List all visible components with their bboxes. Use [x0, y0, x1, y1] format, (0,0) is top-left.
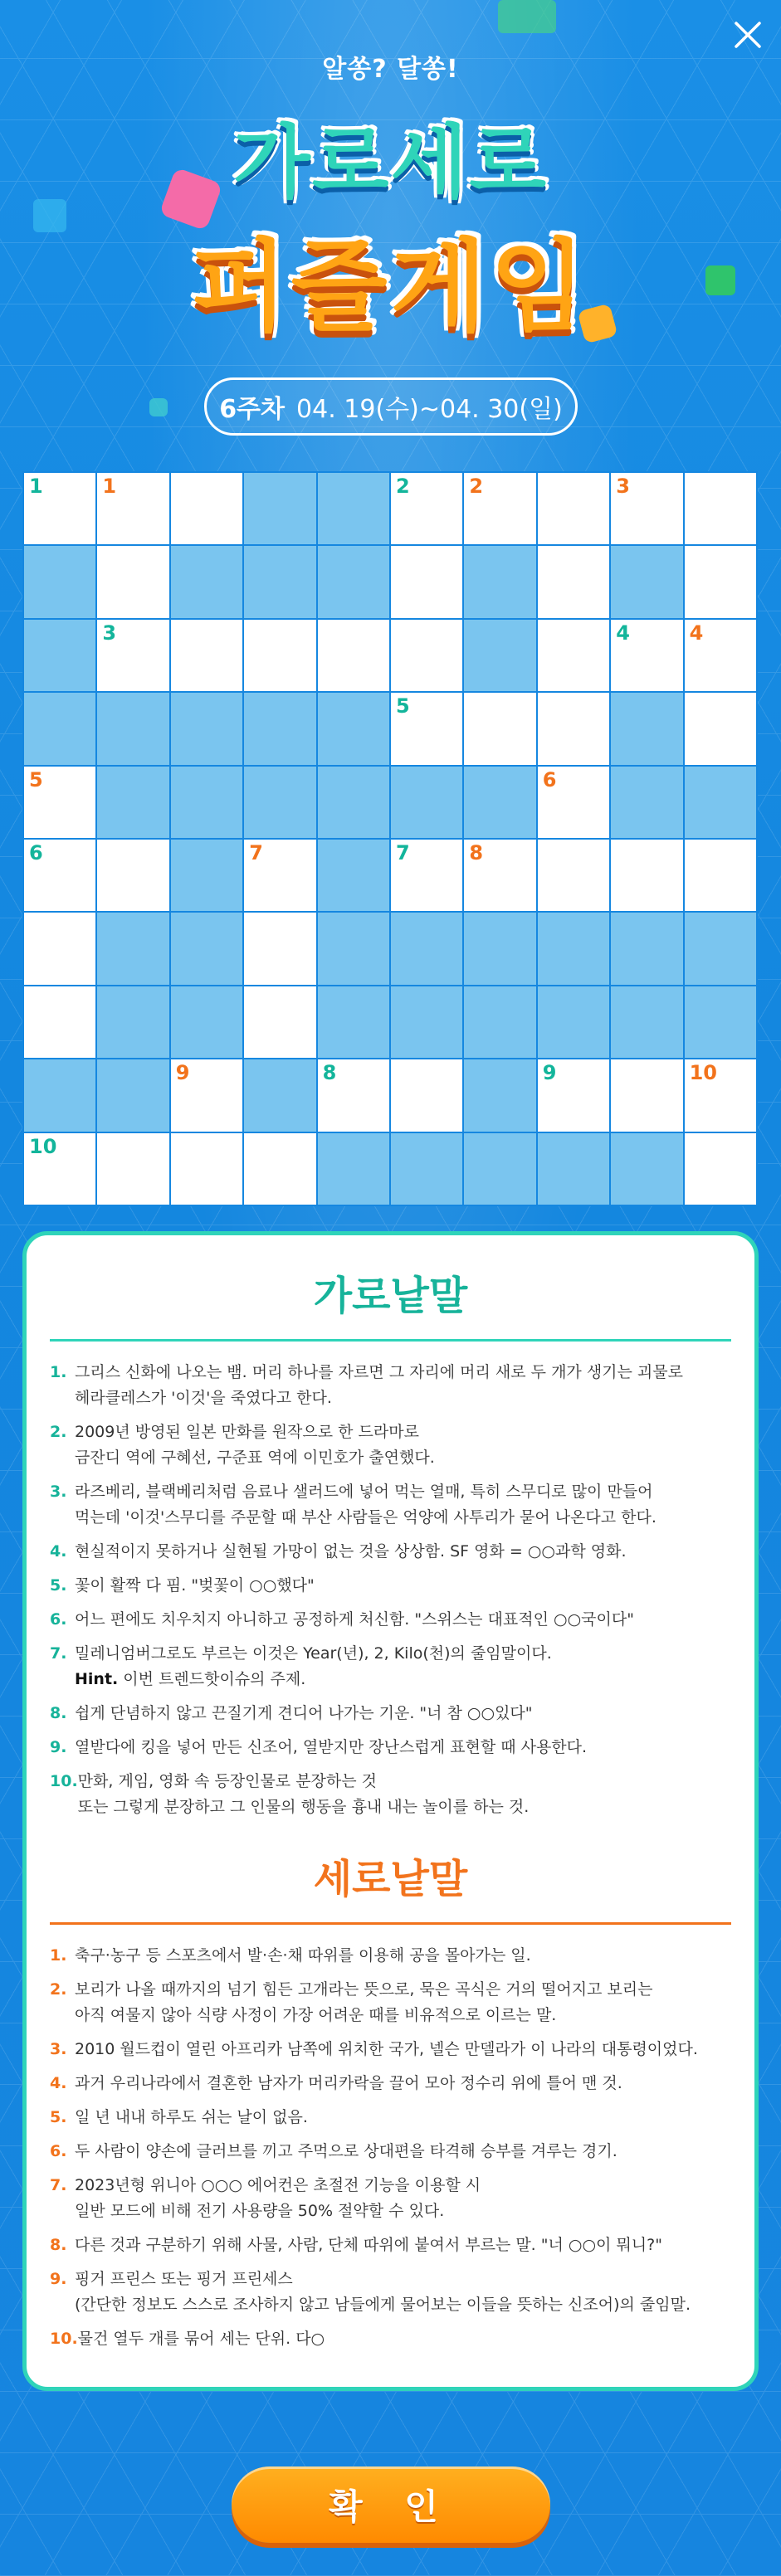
clue-text: [75, 2267, 691, 2318]
across-clue: [50, 1360, 731, 1411]
clue-number: 2.: [50, 1423, 67, 1441]
clue-number: 9.: [50, 2270, 67, 2288]
down-clue: [50, 2267, 731, 2318]
clue-number: 10.: [50, 2330, 78, 2348]
grid-cell-blocked: [318, 473, 389, 544]
clue-text: [75, 1735, 587, 1760]
grid-cell-blocked: [244, 546, 315, 617]
grid-cell-blocked: [97, 913, 168, 984]
grid-cell-blocked: [244, 767, 315, 838]
grid-cell-blocked: [171, 546, 242, 617]
grid-cell-input[interactable]: [685, 693, 756, 764]
grid-cell-blocked: [464, 620, 535, 691]
clue-body: 라즈베리, 블랙베리처럼 음료나 샐러드에 넣어 먹는 열매, 특히 스무디로 많이 만들어 먹는데 '이것'스무디를 주문할 때 부산 사람들은 억양에 사투리가 묻어 나온다고 한다.: [75, 1483, 657, 1527]
down-number: 3: [616, 475, 630, 498]
down-clue: [50, 2173, 731, 2224]
clue-body: 현실적이지 못하거나 실현될 가망이 없는 것을 상상함. SF 영화 = ○○과학 영화.: [75, 1542, 627, 1561]
clue-text: [75, 2037, 698, 2062]
clue-number: 3.: [50, 2040, 67, 2058]
grid-cell-blocked: [391, 1133, 462, 1205]
grid-cell-input[interactable]: [244, 913, 315, 984]
across-clue: [50, 1735, 731, 1760]
clue-number: 9.: [50, 1738, 67, 1756]
across-number: 1: [29, 475, 43, 498]
grid-cell-input[interactable]: [538, 1059, 609, 1131]
clue-number: 10.: [50, 1772, 78, 1790]
grid-cell-input[interactable]: [685, 473, 756, 544]
grid-cell-input[interactable]: [538, 620, 609, 691]
grid-cell-blocked: [611, 1133, 682, 1205]
grid-cell-blocked: [391, 767, 462, 838]
down-clue: [50, 1977, 731, 2028]
title-line2: 퍼즐게임: [191, 230, 590, 345]
grid-cell-blocked: [464, 767, 535, 838]
clue-body: 2010 월드컵이 열린 아프리카 남쪽에 위치한 국가, 넬슨 만델라가 이 나라의 대통령이었다.: [75, 2040, 698, 2058]
grid-cell-input[interactable]: [391, 620, 462, 691]
title-line1: 가로세로: [233, 116, 548, 209]
grid-cell-input[interactable]: [171, 473, 242, 544]
week-label: 6주차: [219, 395, 286, 424]
grid-cell-input[interactable]: [171, 1059, 242, 1131]
clue-body: 2009년 방영된 일본 만화를 원작으로 한 드라마로 금잔디 역에 구혜선, 구준표 역에 이민호가 출연했다.: [75, 1423, 435, 1467]
clue-text: [75, 1641, 552, 1692]
down-title: 세로낱말: [50, 1847, 731, 1925]
week-pill: [204, 377, 578, 436]
clue-number: 3.: [50, 1483, 67, 1501]
down-clue: [50, 1943, 731, 1969]
down-number: 6: [542, 767, 557, 791]
grid-cell-blocked: [171, 767, 242, 838]
across-number: 9: [542, 1061, 557, 1085]
across-clue: [50, 1769, 731, 1820]
clue-body: 열받다에 킹을 넣어 만든 신조어, 열받지만 장난스럽게 표현할 때 사용한다.: [75, 1738, 588, 1756]
grid-cell-input[interactable]: [538, 473, 609, 544]
grid-cell-blocked: [611, 693, 682, 764]
grid-cell-input[interactable]: [171, 620, 242, 691]
across-clue: [50, 1701, 731, 1726]
across-clue-list: [50, 1360, 731, 1820]
grid-cell-blocked: [318, 1133, 389, 1205]
down-clue: [50, 2326, 731, 2352]
grid-cell-input[interactable]: [538, 840, 609, 911]
down-number: 8: [469, 841, 484, 864]
clue-body: 일 년 내내 하루도 쉬는 날이 없음.: [75, 2108, 308, 2126]
grid-cell-input[interactable]: [24, 986, 95, 1058]
grid-cell-input[interactable]: [318, 1059, 389, 1131]
grid-cell-blocked: [685, 986, 756, 1058]
clue-text: [75, 1607, 634, 1633]
across-clue: [50, 1419, 731, 1471]
grid-cell-blocked: [171, 913, 242, 984]
clue-text: [75, 1943, 531, 1969]
clue-body: 만화, 게임, 영화 속 등장인물로 분장하는 것 또는 그렇게 분장하고 그 인물의 행동을 흉내 내는 놀이를 하는 것.: [77, 1772, 530, 1816]
hint-text: 이번 트렌드핫이슈의 주제.: [118, 1670, 306, 1688]
down-number: 7: [249, 841, 263, 864]
grid-cell-blocked: [685, 913, 756, 984]
clue-body: 밀레니엄버그로도 부르는 이것은 Year(년), 2, Kilo(천)의 줄임말이다.: [75, 1644, 552, 1663]
across-title: 가로낱말: [50, 1264, 731, 1342]
grid-cell-blocked: [318, 546, 389, 617]
grid-cell-input[interactable]: [97, 1133, 168, 1205]
clue-body: 두 사람이 양손에 글러브를 끼고 주먹으로 상대편을 타격해 승부를 겨루는 경기.: [75, 2142, 617, 2160]
clue-text: [75, 2071, 622, 2096]
across-number: 5: [396, 694, 410, 718]
grid-cell-blocked: [464, 986, 535, 1058]
header: [0, 0, 781, 465]
clue-body: 축구·농구 등 스포츠에서 발·손·채 따위를 이용해 공을 몰아가는 일.: [75, 1946, 531, 1965]
clue-text: [75, 2173, 481, 2224]
clue-number: 7.: [50, 1644, 67, 1663]
grid-cell-input[interactable]: [24, 840, 95, 911]
clue-panel: [22, 1231, 759, 2391]
deco-cube: [149, 398, 168, 416]
grid-cell-blocked: [538, 1133, 609, 1205]
clue-text: [78, 2326, 325, 2352]
grid-cell-input[interactable]: [244, 840, 315, 911]
grid-cell-input[interactable]: [24, 1133, 95, 1205]
clue-body: 물건 열두 개를 묶어 세는 단위. 다○: [77, 2330, 325, 2348]
clue-text: [75, 1701, 533, 1726]
across-number: 6: [29, 841, 43, 864]
grid-cell-blocked: [244, 693, 315, 764]
grid-cell-blocked: [24, 1059, 95, 1131]
grid-cell-blocked: [391, 986, 462, 1058]
across-clue: [50, 1641, 731, 1692]
close-button[interactable]: [731, 18, 764, 51]
grid-cell-blocked: [244, 473, 315, 544]
grid-cell-input[interactable]: [24, 913, 95, 984]
grid-cell-input[interactable]: [464, 693, 535, 764]
grid-cell-input[interactable]: [685, 840, 756, 911]
across-clue: [50, 1539, 731, 1565]
grid-cell-input[interactable]: [464, 473, 535, 544]
grid-cell-input[interactable]: [391, 473, 462, 544]
grid-cell-blocked: [24, 546, 95, 617]
grid-cell-blocked: [464, 1059, 535, 1131]
down-clue: [50, 2037, 731, 2062]
deco-cube: [498, 0, 556, 33]
clue-text: [75, 2233, 662, 2258]
down-clue-list: [50, 1943, 731, 2352]
grid-cell-blocked: [97, 986, 168, 1058]
clue-number: 1.: [50, 1363, 67, 1381]
across-clue: [50, 1573, 731, 1599]
grid-cell-blocked: [611, 767, 682, 838]
grid-cell-blocked: [24, 620, 95, 691]
across-clue: [50, 1479, 731, 1531]
clue-number: 8.: [50, 1704, 67, 1722]
across-number: 3: [102, 621, 117, 645]
grid-cell-blocked: [538, 986, 609, 1058]
grid-cell-input[interactable]: [97, 546, 168, 617]
grid-cell-input[interactable]: [391, 693, 462, 764]
grid-cell-blocked: [464, 546, 535, 617]
grid-cell-blocked: [611, 913, 682, 984]
grid-cell-input[interactable]: [464, 840, 535, 911]
grid-cell-blocked: [318, 693, 389, 764]
grid-cell-input[interactable]: [611, 840, 682, 911]
grid-cell-input[interactable]: [611, 620, 682, 691]
clue-number: 5.: [50, 2108, 67, 2126]
grid-cell-blocked: [611, 546, 682, 617]
confirm-button[interactable]: 확 인: [232, 2466, 550, 2543]
grid-cell-blocked: [97, 1059, 168, 1131]
grid-cell-blocked: [318, 986, 389, 1058]
grid-cell-input[interactable]: [685, 546, 756, 617]
grid-cell-input[interactable]: [391, 840, 462, 911]
clue-text: [75, 2139, 617, 2165]
grid-cell-input[interactable]: [244, 1133, 315, 1205]
grid-cell-blocked: [318, 913, 389, 984]
grid-cell-blocked: [97, 767, 168, 838]
down-clue: [50, 2105, 731, 2130]
hint-label: Hint.: [75, 1670, 119, 1688]
across-number: 10: [29, 1134, 57, 1158]
grid-cell-input[interactable]: [244, 620, 315, 691]
clue-body: 과거 우리나라에서 결혼한 남자가 머리카락을 끌어 모아 정수리 위에 틀어 맨 것.: [75, 2074, 622, 2092]
across-number: 8: [322, 1061, 337, 1085]
clue-text: [78, 1769, 530, 1820]
clue-number: 6.: [50, 2142, 67, 2160]
down-clue: [50, 2071, 731, 2096]
grid-cell-input[interactable]: [24, 767, 95, 838]
down-number: 10: [689, 1061, 717, 1085]
crossword-grid: [22, 471, 758, 1206]
grid-cell-blocked: [391, 913, 462, 984]
clue-number: 6.: [50, 1610, 67, 1629]
grid-cell-input[interactable]: [391, 1059, 462, 1131]
grid-cell-input[interactable]: [611, 1059, 682, 1131]
down-number: 9: [175, 1061, 190, 1085]
grid-cell-blocked: [538, 913, 609, 984]
across-clue: [50, 1607, 731, 1633]
across-number: 2: [396, 475, 410, 498]
down-number: 2: [469, 475, 484, 498]
grid-cell-input[interactable]: [538, 693, 609, 764]
clue-number: 8.: [50, 2236, 67, 2254]
grid-cell-input[interactable]: [685, 620, 756, 691]
grid-cell-input[interactable]: [171, 1133, 242, 1205]
clue-body: 핑거 프린스 또는 핑거 프린세스 (간단한 정보도 스스로 조사하지 않고 남들에게 물어보는 이들을 뜻하는 신조어)의 줄임말.: [75, 2270, 691, 2314]
grid-cell-blocked: [318, 767, 389, 838]
week-dates: 04. 19(수)~04. 30(일): [296, 395, 563, 424]
grid-cell-input[interactable]: [318, 620, 389, 691]
grid-cell-blocked: [171, 693, 242, 764]
grid-cell-input[interactable]: [611, 473, 682, 544]
grid-cell-blocked: [464, 1133, 535, 1205]
clue-text: [75, 1573, 315, 1599]
subtitle: 알쏭? 달쏭!: [322, 55, 459, 84]
clue-body: 그리스 신화에 나오는 뱀. 머리 하나를 자르면 그 자리에 머리 새로 두 개가 생기는 괴물로 헤라클레스가 '이것'을 죽였다고 한다.: [75, 1363, 683, 1407]
grid-cell-input[interactable]: [685, 1133, 756, 1205]
clue-text: [75, 1539, 627, 1565]
down-number: 4: [689, 621, 704, 645]
clue-body: 꽃이 활짝 다 핌. "벚꽃이 ○○했다": [75, 1576, 315, 1595]
clue-body: 어느 편에도 치우치지 아니하고 공정하게 처신함. "스위스는 대표적인 ○○국이다": [75, 1610, 634, 1629]
clue-number: 7.: [50, 2176, 67, 2194]
across-number: 4: [616, 621, 630, 645]
down-number: 5: [29, 767, 43, 791]
clue-text: [75, 1419, 435, 1471]
clue-number: 2.: [50, 1980, 67, 1999]
grid-cell-input[interactable]: [538, 767, 609, 838]
clue-number: 4.: [50, 1542, 67, 1561]
grid-cell-blocked: [611, 986, 682, 1058]
down-clue: [50, 2233, 731, 2258]
across-number: 7: [396, 841, 410, 864]
grid-cell-blocked: [464, 913, 535, 984]
grid-cell-blocked: [685, 767, 756, 838]
clue-text: [75, 1360, 683, 1411]
grid-cell-blocked: [244, 1059, 315, 1131]
grid-cell-input[interactable]: [97, 840, 168, 911]
clue-number: 1.: [50, 1946, 67, 1965]
clue-text: [75, 2105, 308, 2130]
clue-body: 다른 것과 구분하기 위해 사물, 사람, 단체 따위에 붙여서 부르는 말. "너 ○○이 뭐니?": [75, 2236, 662, 2254]
clue-body: 2023년형 위니아 ○○○ 에어컨은 초절전 기능을 이용할 시 일반 모드에 비해 전기 사용량을 50% 절약할 수 있다.: [75, 2176, 481, 2220]
grid-cell-input[interactable]: [391, 546, 462, 617]
down-clue: [50, 2139, 731, 2165]
grid-cell-input[interactable]: [97, 620, 168, 691]
grid-cell-input[interactable]: [244, 986, 315, 1058]
grid-cell-blocked: [171, 840, 242, 911]
grid-cell-blocked: [318, 840, 389, 911]
grid-cell-input[interactable]: [685, 1059, 756, 1131]
clue-number: 4.: [50, 2074, 67, 2092]
grid-cell-blocked: [24, 693, 95, 764]
grid-cell-blocked: [171, 986, 242, 1058]
clue-text: [75, 1479, 657, 1531]
clue-body: 보리가 나올 때까지의 넘기 힘든 고개라는 뜻으로, 묵은 곡식은 거의 떨어지고 보리는 아직 여물지 않아 식량 사정이 가장 어려운 때를 비유적으로 이르는 말.: [75, 1980, 653, 2024]
grid-cell-input[interactable]: [538, 546, 609, 617]
close-icon: [731, 18, 764, 51]
down-number: 1: [102, 475, 117, 498]
grid-cell-input[interactable]: [24, 473, 95, 544]
grid-cell-input[interactable]: [97, 473, 168, 544]
clue-body: 쉽게 단념하지 않고 끈질기게 견디어 나가는 기운. "너 참 ○○있다": [75, 1704, 533, 1722]
clue-number: 5.: [50, 1576, 67, 1595]
clue-text: [75, 1977, 653, 2028]
grid-cell-blocked: [97, 693, 168, 764]
